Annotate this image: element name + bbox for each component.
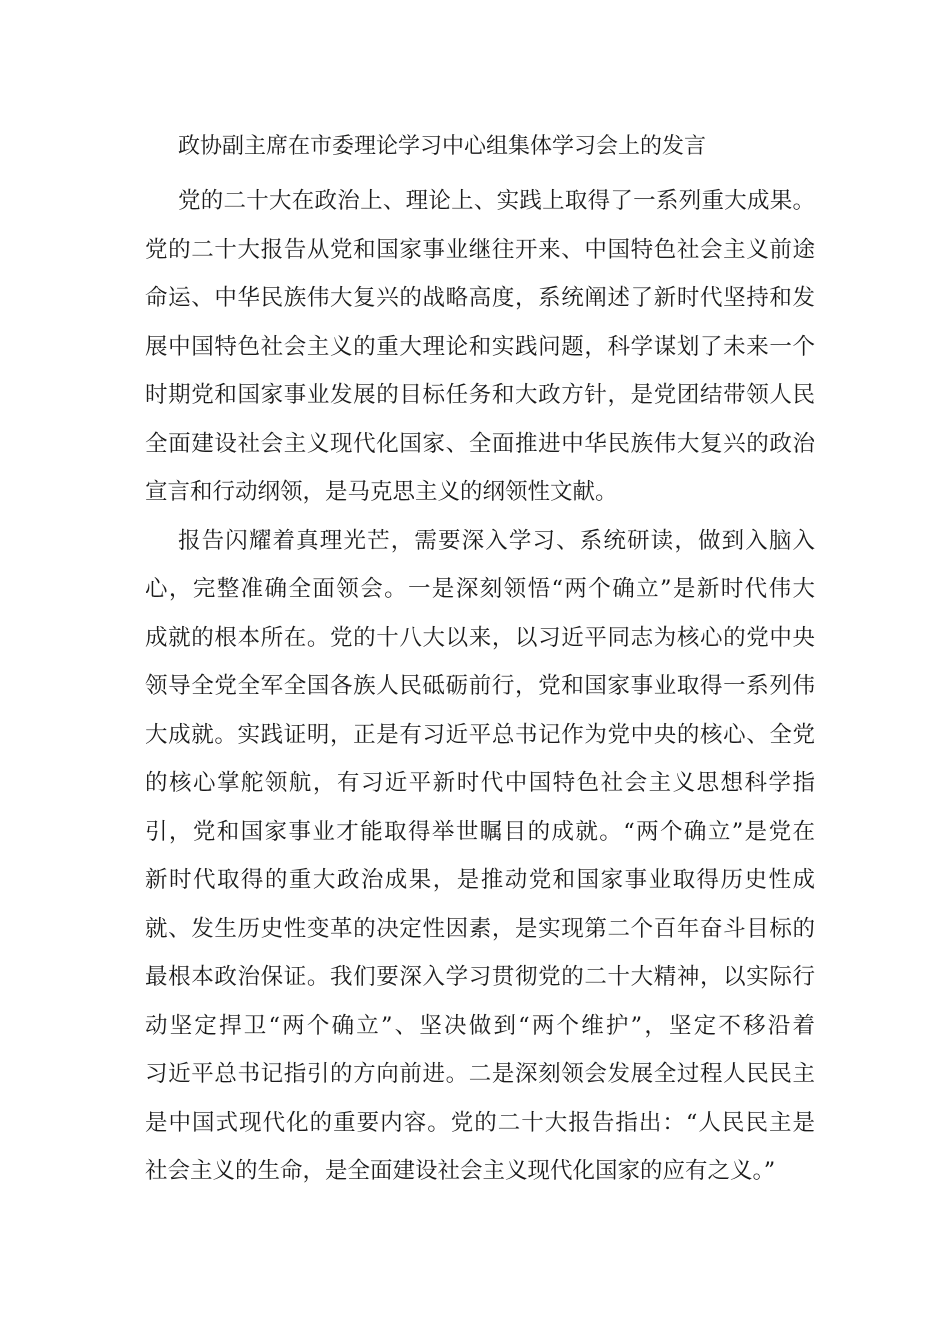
- paragraph-1-line-4: 展中国特色社会主义的重大理论和实践问题，科学谋划了未来一个: [145, 333, 815, 360]
- paragraph-2-line-10: 最根本政治保证。我们要深入学习贯彻党的二十大精神，以实际行: [145, 964, 815, 990]
- paragraph-2-line-2: 心，完整准确全面领会。一是深刻领悟“两个确立”是新时代伟大: [145, 576, 815, 602]
- paragraph-1-line-2: 党的二十大报告从党和国家事业继往开来、中国特色社会主义前途: [145, 236, 815, 263]
- paragraph-2-line-8: 新时代取得的重大政治成果，是推动党和国家事业取得历史性成: [145, 867, 815, 893]
- document-title: 政协副主席在市委理论学习中心组集体学习会上的发言: [178, 134, 707, 159]
- paragraph-1-line-3: 命运、中华民族伟大复兴的战略高度，系统阐述了新时代坚持和发: [145, 285, 815, 311]
- paragraph-2-line-9: 就、发生历史性变革的决定性因素，是实现第二个百年奋斗目标的: [145, 915, 815, 942]
- paragraph-2-line-3: 成就的根本所在。党的十八大以来，以习近平同志为核心的党中央: [145, 624, 815, 651]
- paragraph-2-line-7: 引，党和国家事业才能取得举世瞩目的成就。“两个确立”是党在: [145, 818, 815, 845]
- paragraph-2-line-13: 是中国式现代化的重要内容。党的二十大报告指出：“人民民主是: [145, 1109, 815, 1136]
- paragraph-2-line-5: 大成就。实践证明，正是有习近平总书记作为党中央的核心、全党: [145, 721, 815, 748]
- paragraph-1-line-1: 党的二十大在政治上、理论上、实践上取得了一系列重大成果。: [178, 188, 815, 214]
- paragraph-2-line-1: 报告闪耀着真理光芒，需要深入学习、系统研读，做到入脑入: [178, 527, 815, 554]
- paragraph-1-line-5: 时期党和国家事业发展的目标任务和大政方针，是党团结带领人民: [145, 382, 815, 408]
- paragraph-2-line-14: 社会主义的生命，是全面建设社会主义现代化国家的应有之义。”: [145, 1158, 776, 1184]
- paragraph-2-line-6: 的核心掌舵领航，有习近平新时代中国特色社会主义思想科学指: [145, 770, 815, 796]
- paragraph-2-line-4: 领导全党全军全国各族人民砥砺前行，党和国家事业取得一系列伟: [145, 673, 815, 699]
- paragraph-1-line-6: 全面建设社会主义现代化国家、全面推进中华民族伟大复兴的政治: [145, 430, 815, 457]
- paragraph-2-line-12: 习近平总书记指引的方向前进。二是深刻领会发展全过程人民民主: [145, 1061, 815, 1087]
- paragraph-2-line-11: 动坚定捍卫“两个确立”、坚决做到“两个维护”，坚定不移沿着: [145, 1012, 815, 1039]
- paragraph-1-line-7: 宣言和行动纲领，是马克思主义的纲领性文献。: [145, 479, 618, 505]
- document-body: [145, 181, 815, 1200]
